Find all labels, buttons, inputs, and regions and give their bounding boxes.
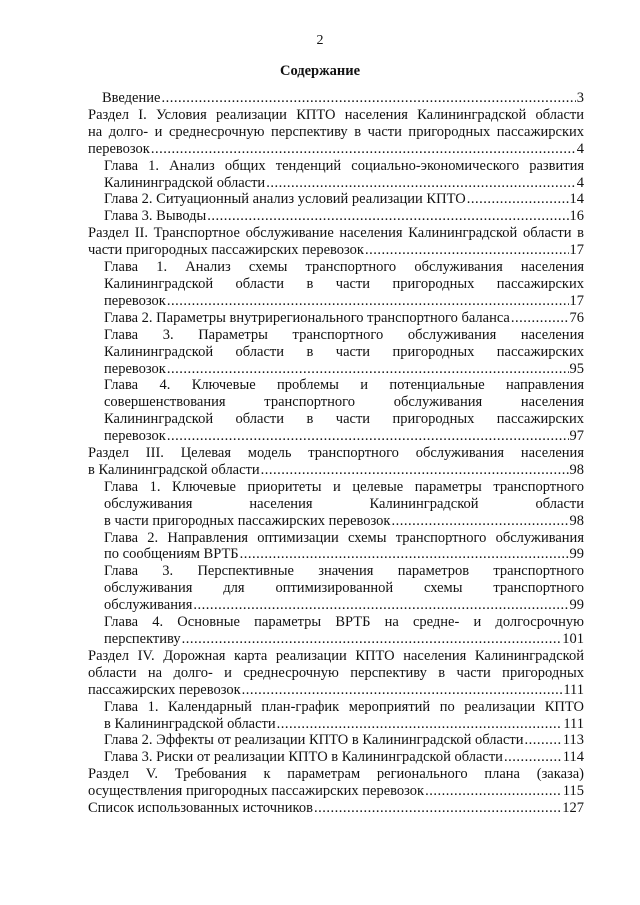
toc-entry[interactable] xyxy=(88,327,584,378)
toc-entry-text-line: Глава 1. Анализ схемы транспортного обслуживания населения xyxy=(104,259,584,276)
toc-entry-text-line: Глава 4. Ключевые проблемы и потенциальные направления xyxy=(104,377,584,394)
toc-entry[interactable] xyxy=(88,614,584,648)
toc-entry-text-line: пассажирских перевозок xyxy=(88,681,241,698)
toc-page-number: 98 xyxy=(569,461,584,478)
toc-entry-text-line: перспективу xyxy=(104,631,181,647)
page-title: Содержание xyxy=(279,63,361,79)
toc-entry-text-line: Глава 2. Параметры внутрирегионального транспортного баланса xyxy=(104,309,510,326)
toc-entry-text-line: Введение xyxy=(102,90,161,106)
toc-entry-text-line: совершенствования транспортного обслуживания населения xyxy=(104,394,584,411)
toc-entry-text-line: Глава 3. Выводы xyxy=(104,208,207,225)
toc-entry-text-line: части пригородных пассажирских перевозок xyxy=(88,242,364,259)
dot-leader xyxy=(151,141,576,158)
toc-entry-text-line: Глава 3. Перспективные значения параметров транспортного xyxy=(104,563,584,580)
toc-entry-text-line: перевозок xyxy=(104,428,166,445)
dot-leader xyxy=(277,716,563,733)
toc-entry-text-line: обслуживания населения Калининградской области xyxy=(104,495,584,512)
toc-entry-last-line xyxy=(104,732,584,749)
toc-page-number: 17 xyxy=(569,242,584,259)
toc-entry-last-line xyxy=(88,462,584,479)
toc-entry-text-line: перевозок xyxy=(104,360,166,377)
toc-entry-text-line: Раздел IV. Дорожная карта реализации КПТО населения Калининградской xyxy=(88,647,584,664)
toc-entry-last-line xyxy=(104,597,584,614)
toc-entry[interactable] xyxy=(88,800,584,817)
dot-leader xyxy=(167,293,569,310)
dot-leader xyxy=(182,631,562,648)
toc-page-number: 114 xyxy=(562,749,584,766)
toc-entry-last-line xyxy=(104,513,584,530)
toc-entry[interactable] xyxy=(88,90,584,107)
dot-leader xyxy=(161,90,575,107)
toc-entry[interactable] xyxy=(88,749,584,766)
dot-leader xyxy=(425,783,562,800)
toc-page-number: 99 xyxy=(569,597,584,614)
dot-leader xyxy=(193,597,568,614)
toc-entry-text-line: Список использованных источников xyxy=(88,800,313,817)
toc-page-number: 111 xyxy=(563,681,584,698)
toc-entry-last-line xyxy=(104,631,584,648)
toc-entry-text-line: Глава 4. Основные параметры ВРТБ на средне- и долгосрочную xyxy=(104,614,584,631)
toc-entry-last-line xyxy=(104,208,584,225)
toc-entry-last-line xyxy=(88,141,584,158)
dot-leader xyxy=(266,175,576,192)
toc-entry[interactable] xyxy=(88,310,584,327)
toc-entry-text-line: Глава 1. Ключевые приоритеты и целевые параметры транспортного xyxy=(104,478,584,495)
dot-leader xyxy=(242,682,563,699)
toc-entry[interactable] xyxy=(88,107,584,158)
toc-entry-text-line: области на долго- и среднесрочную перспективу в части пригородных xyxy=(88,664,584,681)
toc-entry-last-line xyxy=(104,310,584,327)
dot-leader xyxy=(207,208,568,225)
toc-entry-text-line: на долго- и среднесрочную перспективу в части пригородных пассажирских xyxy=(88,123,584,140)
toc-entry[interactable] xyxy=(88,259,584,310)
toc-page-number: 4 xyxy=(576,140,584,157)
toc-entry[interactable] xyxy=(88,699,584,733)
dot-leader xyxy=(511,310,569,327)
toc-page-number: 17 xyxy=(569,292,584,309)
toc-page-number: 16 xyxy=(569,208,584,225)
toc-entry-text-line: Глава 2. Ситуационный анализ условий реализации КПТО xyxy=(104,191,466,208)
toc-entry-text-line: Калининградской области в части пригородных пассажирских xyxy=(104,411,584,428)
toc-entry-last-line xyxy=(104,716,584,733)
toc-entry-text-line: по сообщениям ВРТБ xyxy=(104,546,239,563)
toc-entry[interactable] xyxy=(88,208,584,225)
toc-entry-text-line: Раздел V. Требования к параметрам регионального плана (заказа) xyxy=(88,766,584,783)
toc-page-number: 127 xyxy=(562,800,584,817)
dot-leader xyxy=(261,462,569,479)
toc-page-number: 101 xyxy=(562,631,584,647)
toc-entry[interactable] xyxy=(88,479,584,530)
toc-entry-text-line: в части пригородных пассажирских перевозок xyxy=(104,512,391,529)
toc-page-number: 4 xyxy=(576,174,584,191)
dot-leader xyxy=(467,191,569,208)
toc-entry-last-line xyxy=(104,428,584,445)
toc-entry-text-line: Глава 1. Календарный план-график мероприятий по реализации КПТО xyxy=(104,698,584,715)
toc-entry-last-line xyxy=(104,175,584,192)
dot-leader xyxy=(391,513,568,530)
toc-entry[interactable] xyxy=(88,563,584,614)
toc-entry-text-line: Глава 2. Эффекты от реализации КПТО в Калининградской области xyxy=(104,732,524,749)
toc-entry[interactable] xyxy=(88,732,584,749)
toc-entry-text-line: Глава 3. Параметры транспортного обслуживания населения xyxy=(104,326,584,343)
toc-page-number: 76 xyxy=(569,309,584,326)
toc-entry[interactable] xyxy=(88,445,584,479)
toc-entry-last-line xyxy=(104,191,584,208)
toc-entry-text-line: Калининградской области в части пригородных пассажирских xyxy=(104,343,584,360)
toc-entry-text-line: Глава 1. Анализ общих тенденций социально-экономического развития xyxy=(104,157,584,174)
dot-leader xyxy=(365,242,569,259)
dot-leader xyxy=(314,800,561,817)
toc-entry[interactable] xyxy=(88,191,584,208)
toc-entry[interactable] xyxy=(88,648,584,699)
toc-entry[interactable] xyxy=(88,225,584,259)
dot-leader xyxy=(167,428,569,445)
toc-entry-text-line: перевозок xyxy=(104,292,166,309)
toc-entry-last-line xyxy=(88,800,584,817)
toc-entry-text-line: Раздел I. Условия реализации КПТО населения Калининградской области xyxy=(88,106,584,123)
toc-entry-last-line xyxy=(102,90,584,107)
toc-entry[interactable] xyxy=(88,766,584,800)
toc-entry-text-line: Калининградской области xyxy=(104,174,266,191)
toc-entry-last-line xyxy=(88,783,584,800)
page-number: 2 xyxy=(316,33,324,48)
toc-entry-text-line: Глава 3. Риски от реализации КПТО в Калининградской области xyxy=(104,749,503,766)
toc-page-number: 95 xyxy=(569,360,584,377)
dot-leader xyxy=(525,732,562,749)
toc-entry-text-line: обслуживания для оптимизированной схемы транспортного xyxy=(104,580,584,597)
toc-entry-text-line: Раздел III. Целевая модель транспортного обслуживания населения xyxy=(88,445,584,462)
toc-entry-last-line xyxy=(104,293,584,310)
toc-entry[interactable] xyxy=(88,377,584,445)
toc-entry-last-line xyxy=(104,749,584,766)
toc-page-number: 3 xyxy=(576,90,584,106)
toc-entry-text-line: осуществления пригородных пассажирских перевозок xyxy=(88,783,425,800)
toc-entry-text-line: Калининградской области в части пригородных пассажирских xyxy=(104,275,584,292)
toc-page-number: 98 xyxy=(569,512,584,529)
toc-entry-text-line: обслуживания xyxy=(104,597,193,614)
toc-entry-last-line xyxy=(88,242,584,259)
toc-entry-last-line xyxy=(104,546,584,563)
toc-page-number: 99 xyxy=(569,546,584,563)
toc-entry[interactable] xyxy=(88,158,584,192)
toc-entry-text-line: перевозок xyxy=(88,140,150,157)
toc-page-number: 115 xyxy=(562,783,584,800)
toc-entry-text-line: Раздел II. Транспортное обслуживание населения Калининградской области в xyxy=(88,225,584,242)
dot-leader xyxy=(240,546,569,563)
toc-entry-text-line: в Калининградской области xyxy=(88,461,260,478)
toc-entry-text-line: Глава 2. Направления оптимизации схемы транспортного обслуживания xyxy=(104,529,584,546)
toc-entry-last-line xyxy=(88,682,584,699)
toc-page-number: 113 xyxy=(562,732,584,749)
toc-entry-text-line: в Калининградской области xyxy=(104,715,276,732)
dot-leader xyxy=(167,361,569,378)
toc-page-number: 14 xyxy=(569,191,584,208)
table-of-contents xyxy=(88,90,584,817)
toc-page-number: 111 xyxy=(563,715,584,732)
toc-page-number: 97 xyxy=(569,428,584,445)
toc-entry-last-line xyxy=(104,361,584,378)
toc-entry[interactable] xyxy=(88,530,584,564)
dot-leader xyxy=(504,749,562,766)
